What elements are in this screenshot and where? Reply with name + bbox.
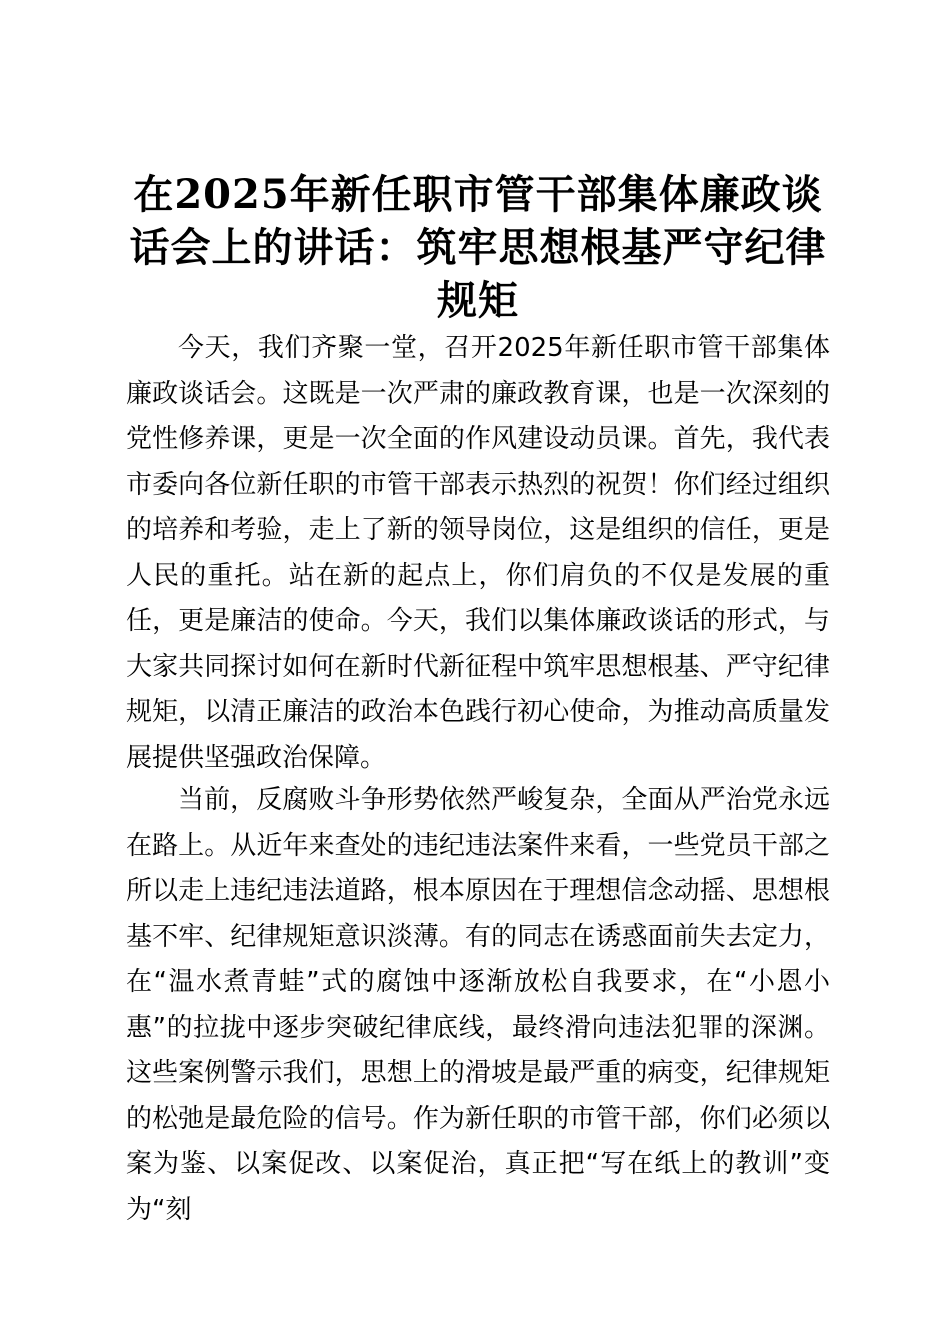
body-paragraph-1: 今天，我们齐聚一堂，召开2025年新任职市管干部集体廉政谈话会。这既是一次严肃的廉政教育课，也是一次深刻的党性修养课，更是一次全面的作风建设动员课。首先，我代表市委向各位新任职的市管干部表示热烈的祝贺！你们经过组织的培养和考验，走上了新的领导岗位，这是组织的信任，更是人民的重托。站在新的起点上，你们肩负的不仅是发展的重任，更是廉洁的使命。今天，我们以集体廉政谈话的形式，与大家共同探讨如何在新时代新征程中筑牢思想根基、严守纪律规矩，以清正廉洁的政治本色践行初心使命，为推动高质量发展提供坚强政治保障。: [126, 333, 830, 773]
document-title: 在2025年新任职市管干部集体廉政谈话会上的讲话：筑牢思想根基严守纪律规矩: [129, 171, 827, 324]
body-paragraph-2: 当前，反腐败斗争形势依然严峻复杂，全面从严治党永远在路上。从近年来查处的违纪违法案件来看，一些党员干部之所以走上违纪违法道路，根本原因在于理想信念动摇、思想根基不牢、纪律规矩意识淡薄。有的同志在诱惑面前失去定力，在“温水煮青蛙”式的腐蚀中逐渐放松自我要求，在“小恩小惠”的拉拢中逐步突破纪律底线，最终滑向违法犯罪的深渊。这些案例警示我们，思想上的滑坡是最严重的病变，纪律规矩的松弛是最危险的信号。作为新任职的市管干部，你们必须以案为鉴、以案促改、以案促治，真正把“写在纸上的教训”变为“刻: [126, 785, 830, 1225]
